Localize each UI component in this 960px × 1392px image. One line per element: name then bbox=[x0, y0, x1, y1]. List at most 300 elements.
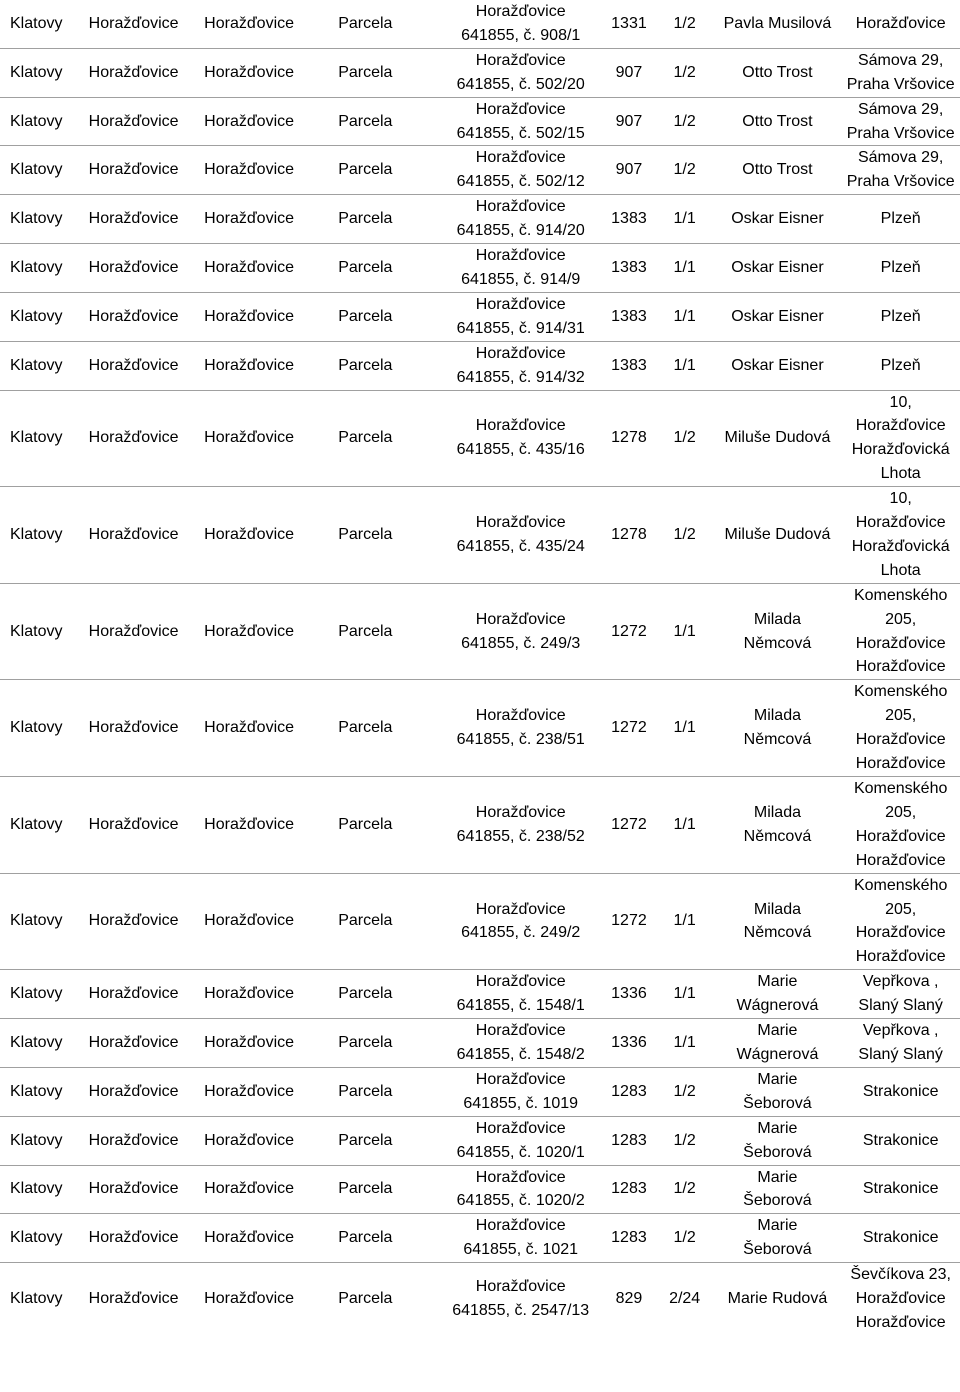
parcel-line: 641855, č. 914/31 bbox=[456, 319, 585, 337]
district-cell: Klatovy bbox=[0, 873, 89, 970]
municipality-cell: Horažďovice bbox=[88, 1290, 179, 1308]
type-cell: Parcela bbox=[338, 195, 439, 244]
type-cell: Parcela bbox=[338, 1019, 439, 1068]
address-line: Komenského bbox=[853, 586, 948, 604]
parcel-line: 641855, č. 238/52 bbox=[456, 827, 585, 845]
municipality-cell: Horažďovice bbox=[89, 1165, 204, 1214]
parcel-cell bbox=[439, 1116, 602, 1165]
address-line: Horažďovice bbox=[855, 827, 946, 845]
owner-line: Milada bbox=[753, 803, 801, 821]
address-line: Plzeň bbox=[880, 307, 921, 325]
share-cell: 1/1 bbox=[656, 1019, 714, 1068]
parcel-cell bbox=[439, 583, 602, 680]
type-cell: Parcela bbox=[338, 244, 439, 293]
owner-line: Marie bbox=[757, 1070, 798, 1088]
cadastral-area-cell: Horažďovice bbox=[204, 1067, 338, 1116]
municipality-cell: Horažďovice bbox=[89, 777, 204, 874]
parcel-cell bbox=[439, 195, 602, 244]
address-cell bbox=[841, 292, 960, 341]
type-cell: Parcela bbox=[338, 292, 439, 341]
parcel-line: Horažďovice bbox=[475, 610, 566, 628]
address-line: Horažďovice bbox=[855, 514, 946, 532]
owner-cell bbox=[714, 873, 842, 970]
type-cell: Parcela bbox=[338, 341, 439, 390]
address-line: 205, bbox=[885, 610, 917, 628]
address-line: Ševčíkova 23, bbox=[850, 1266, 951, 1284]
parcel-cell bbox=[439, 1263, 602, 1335]
parcel-line: 641855, č. 1020/1 bbox=[456, 1143, 585, 1161]
municipality-cell: Horažďovice bbox=[89, 0, 204, 48]
address-line: Horažďovice bbox=[855, 924, 946, 942]
lv-cell: 1278 bbox=[602, 390, 656, 487]
parcel-line: Horažďovice bbox=[475, 1168, 566, 1186]
address-line: Slaný Slaný bbox=[858, 1045, 943, 1063]
share-cell: 1/2 bbox=[656, 1116, 714, 1165]
cadastral-area-cell: Horažďovice bbox=[204, 146, 338, 195]
municipality-cell: Horažďovice bbox=[89, 341, 204, 390]
address-cell bbox=[841, 244, 960, 293]
owner-line: Wágnerová bbox=[736, 1045, 819, 1063]
cadastral-area-cell: Horažďovice bbox=[204, 1214, 338, 1263]
cadastral-area-cell: Horažďovice bbox=[204, 195, 338, 244]
address-line: Sámova 29, bbox=[857, 100, 944, 118]
address-line: Horažďovice bbox=[855, 948, 946, 966]
address-cell bbox=[841, 583, 960, 680]
address-line: Slaný Slaný bbox=[858, 997, 943, 1015]
municipality-cell: Horažďovice bbox=[89, 244, 204, 293]
parcel-cell bbox=[439, 146, 602, 195]
address-line: Horažďovice bbox=[855, 851, 946, 869]
address-line: Strakonice bbox=[862, 1229, 939, 1247]
parcel-line: 641855, č. 502/12 bbox=[456, 173, 585, 191]
parcel-cell bbox=[439, 341, 602, 390]
municipality-cell: Horažďovice bbox=[89, 195, 204, 244]
parcel-cell bbox=[439, 873, 602, 970]
address-line: Horažďovická bbox=[851, 441, 950, 459]
address-cell bbox=[841, 1116, 960, 1165]
address-cell bbox=[841, 777, 960, 874]
address-cell bbox=[841, 680, 960, 777]
parcel-line: Horažďovice bbox=[475, 3, 566, 20]
cadastral-area-cell: Horažďovice bbox=[204, 1116, 338, 1165]
table-row bbox=[0, 487, 960, 584]
lv-cell: 1283 bbox=[602, 1165, 656, 1214]
owner-line: Miluše Dudová bbox=[724, 525, 831, 543]
district-cell: Klatovy bbox=[0, 1116, 89, 1165]
parcel-line: Horažďovice bbox=[475, 1278, 566, 1296]
owner-line: Milada bbox=[753, 610, 801, 628]
district-cell: Klatovy bbox=[0, 680, 89, 777]
owner-line: Šeborová bbox=[743, 1192, 812, 1210]
parcel-cell bbox=[439, 777, 602, 874]
owner-line: Oskar Eisner bbox=[731, 210, 824, 228]
address-line: Horažďovice bbox=[855, 755, 946, 773]
parcel-cell bbox=[439, 1067, 602, 1116]
share-cell: 1/1 bbox=[656, 583, 714, 680]
district-cell: Klatovy bbox=[0, 1019, 89, 1068]
address-line: Plzeň bbox=[880, 356, 921, 374]
address-line: Strakonice bbox=[862, 1131, 939, 1149]
table-row bbox=[0, 0, 960, 48]
parcel-line: 641855, č. 908/1 bbox=[461, 26, 581, 44]
table-row bbox=[0, 970, 960, 1019]
address-cell bbox=[841, 1067, 960, 1116]
parcel-cell bbox=[439, 1214, 602, 1263]
owner-cell bbox=[714, 390, 842, 487]
owner-line: Šeborová bbox=[743, 1241, 812, 1259]
lv-cell: 1336 bbox=[602, 970, 656, 1019]
district-cell: Klatovy bbox=[0, 146, 89, 195]
parcel-line: 641855, č. 238/51 bbox=[456, 731, 585, 749]
type-cell: Parcela bbox=[338, 487, 439, 584]
parcel-cell bbox=[439, 0, 602, 48]
owner-cell bbox=[714, 1067, 842, 1116]
municipality-cell: Horažďovice bbox=[89, 583, 204, 680]
address-line: Komenského bbox=[853, 683, 948, 701]
owner-cell bbox=[714, 244, 842, 293]
table-row bbox=[0, 97, 960, 146]
address-cell bbox=[841, 1214, 960, 1263]
parcel-cell bbox=[439, 1019, 602, 1068]
owner-line: Němcová bbox=[743, 731, 812, 749]
parcel-line: 641855, č. 914/32 bbox=[456, 368, 585, 386]
parcel-cell bbox=[439, 48, 602, 97]
district-cell: Klatovy bbox=[0, 390, 89, 487]
parcel-line: 641855, č. 502/20 bbox=[456, 75, 585, 93]
type-cell: Parcela bbox=[338, 1165, 439, 1214]
parcel-line: 641855, č. 914/20 bbox=[456, 222, 585, 240]
address-line: Horažďovice bbox=[855, 1313, 946, 1331]
parcel-line: 641855, č. 1019 bbox=[463, 1094, 579, 1112]
address-line: Horažďovice bbox=[855, 634, 946, 652]
share-cell: 1/1 bbox=[656, 680, 714, 777]
owner-line: Marie bbox=[757, 1217, 798, 1235]
parcel-line: Horažďovice bbox=[475, 707, 566, 725]
table-row bbox=[0, 341, 960, 390]
address-line: Praha Vršovice bbox=[846, 173, 955, 191]
cadastral-area-cell: Horažďovice bbox=[204, 0, 338, 48]
owner-line: Wágnerová bbox=[736, 997, 819, 1015]
parcel-line: Horažďovice bbox=[475, 247, 566, 265]
cadastral-area-cell: Horažďovice bbox=[204, 970, 338, 1019]
lv-cell: 1383 bbox=[602, 244, 656, 293]
type-cell: Parcela bbox=[338, 1116, 439, 1165]
parcel-line: Horažďovice bbox=[475, 514, 566, 532]
parcel-line: 641855, č. 249/3 bbox=[461, 634, 581, 652]
lv-cell: 1336 bbox=[602, 1019, 656, 1068]
type-cell: Parcela bbox=[338, 146, 439, 195]
owner-line: Miluše Dudová bbox=[724, 429, 831, 447]
parcel-line: 641855, č. 435/24 bbox=[456, 537, 585, 555]
owner-line: Marie bbox=[757, 1168, 798, 1186]
table-row bbox=[0, 1116, 960, 1165]
owner-line: Marie Rudová bbox=[727, 1290, 828, 1308]
address-line: 10, bbox=[889, 490, 912, 508]
share-cell: 1/1 bbox=[656, 873, 714, 970]
table-row bbox=[0, 583, 960, 680]
parcel-line: Horažďovice bbox=[475, 1022, 566, 1040]
address-line: Strakonice bbox=[862, 1082, 939, 1100]
address-line: Horažďovická bbox=[851, 537, 950, 555]
address-cell bbox=[841, 1165, 960, 1214]
table-row bbox=[0, 777, 960, 874]
owner-cell bbox=[714, 583, 842, 680]
type-cell: Parcela bbox=[338, 0, 439, 48]
address-line: Praha Vršovice bbox=[846, 75, 955, 93]
owner-cell bbox=[714, 0, 842, 48]
parcel-line: 641855, č. 1021 bbox=[463, 1241, 579, 1259]
cadastral-area-cell: Horažďovice bbox=[204, 48, 338, 97]
cadastral-area-cell: Horažďovice bbox=[204, 244, 338, 293]
district-cell: Klatovy bbox=[0, 244, 89, 293]
table-row bbox=[0, 1214, 960, 1263]
share-cell: 1/2 bbox=[656, 1067, 714, 1116]
parcel-line: Horažďovice bbox=[475, 973, 566, 991]
type-cell: Parcela bbox=[338, 1067, 439, 1116]
address-line: Strakonice bbox=[862, 1180, 939, 1198]
parcel-cell bbox=[439, 390, 602, 487]
type-cell: Parcela bbox=[338, 390, 439, 487]
type-cell: Parcela bbox=[338, 97, 439, 146]
cadastral-area-cell: Horažďovice bbox=[204, 583, 338, 680]
share-cell: 1/1 bbox=[656, 970, 714, 1019]
address-line: 205, bbox=[885, 803, 917, 821]
share-cell: 1/2 bbox=[656, 146, 714, 195]
cadastral-area-cell: Horažďovice bbox=[204, 1019, 338, 1068]
owner-line: Oskar Eisner bbox=[731, 259, 824, 277]
address-cell bbox=[841, 341, 960, 390]
address-cell bbox=[841, 195, 960, 244]
parcel-line: 641855, č. 1548/1 bbox=[456, 997, 585, 1015]
cadastral-area-cell: Horažďovice bbox=[204, 680, 338, 777]
parcel-line: Horažďovice bbox=[475, 51, 566, 69]
lv-cell: 1283 bbox=[602, 1116, 656, 1165]
parcel-line: 641855, č. 1020/2 bbox=[456, 1192, 585, 1210]
address-line: 10, bbox=[889, 393, 912, 411]
district-cell: Klatovy bbox=[0, 0, 89, 48]
parcel-line: Horažďovice bbox=[475, 417, 566, 435]
share-cell: 1/2 bbox=[656, 0, 714, 48]
district-cell: Klatovy bbox=[0, 970, 89, 1019]
owner-line: Otto Trost bbox=[742, 112, 813, 130]
parcel-line: Horažďovice bbox=[475, 803, 566, 821]
share-cell: 1/2 bbox=[656, 1165, 714, 1214]
address-line: Horažďovice bbox=[855, 1290, 946, 1308]
municipality-cell: Horažďovice bbox=[89, 1116, 204, 1165]
cadastral-area-cell: Horažďovice bbox=[204, 390, 338, 487]
cadastral-area-cell: Horažďovice bbox=[204, 777, 338, 874]
parcel-line: Horažďovice bbox=[475, 1070, 566, 1088]
parcel-line: Horažďovice bbox=[475, 900, 566, 918]
address-line: 205, bbox=[885, 707, 917, 725]
municipality-cell: Horažďovice bbox=[89, 1214, 204, 1263]
cadastral-area-cell: Horažďovice bbox=[204, 292, 338, 341]
parcel-cell bbox=[439, 487, 602, 584]
table-row bbox=[0, 1263, 960, 1335]
table-row bbox=[0, 680, 960, 777]
address-cell bbox=[841, 1019, 960, 1068]
address-cell bbox=[841, 873, 960, 970]
parcel-line: Horažďovice bbox=[475, 1217, 566, 1235]
owner-cell bbox=[714, 341, 842, 390]
share-cell: 1/2 bbox=[656, 390, 714, 487]
owner-line: Otto Trost bbox=[742, 63, 813, 81]
district-cell: Klatovy bbox=[0, 97, 89, 146]
lv-cell: 1278 bbox=[602, 487, 656, 584]
table-row bbox=[0, 1067, 960, 1116]
owner-cell bbox=[714, 1263, 842, 1335]
address-cell bbox=[841, 48, 960, 97]
type-cell: Parcela bbox=[338, 1214, 439, 1263]
address-line: Plzeň bbox=[880, 259, 921, 277]
lv-cell: 1283 bbox=[602, 1067, 656, 1116]
address-line: Sámova 29, bbox=[857, 149, 944, 167]
lv-cell: 1283 bbox=[602, 1214, 656, 1263]
owner-cell bbox=[714, 292, 842, 341]
address-line: Sámova 29, bbox=[857, 51, 944, 69]
municipality-cell: Horažďovice bbox=[89, 970, 204, 1019]
owner-cell bbox=[714, 1214, 842, 1263]
municipality-cell: Horažďovice bbox=[89, 48, 204, 97]
lv-cell: 907 bbox=[602, 97, 656, 146]
address-line: Horažďovice bbox=[855, 417, 946, 435]
parcel-line: 641855, č. 435/16 bbox=[456, 441, 585, 459]
owner-cell bbox=[714, 970, 842, 1019]
parcel-cell bbox=[439, 680, 602, 777]
address-line: Plzeň bbox=[880, 210, 921, 228]
owner-line: Němcová bbox=[743, 924, 812, 942]
address-line: Vepřkova , bbox=[862, 973, 939, 991]
address-line: Komenského bbox=[853, 780, 948, 797]
parcel-line: 641855, č. 249/2 bbox=[461, 924, 581, 942]
parcel-line: Horažďovice bbox=[475, 1119, 566, 1137]
municipality-cell: Horažďovice bbox=[89, 1067, 204, 1116]
share-cell: 2/24 bbox=[669, 1290, 701, 1308]
address-line: 205, bbox=[885, 900, 917, 918]
lv-cell: 1272 bbox=[602, 680, 656, 777]
address-line: Horažďovice bbox=[855, 14, 946, 32]
type-cell: Parcela bbox=[338, 1290, 393, 1308]
owner-line: Šeborová bbox=[743, 1094, 812, 1112]
district-cell: Klatovy bbox=[0, 777, 89, 874]
table-row bbox=[0, 1165, 960, 1214]
parcel-line: 641855, č. 502/15 bbox=[456, 124, 585, 142]
owner-line: Marie bbox=[757, 1119, 798, 1137]
cadastral-area-cell: Horažďovice bbox=[204, 97, 338, 146]
share-cell: 1/1 bbox=[656, 195, 714, 244]
table-row bbox=[0, 873, 960, 970]
table-row bbox=[0, 146, 960, 195]
parcel-line: 641855, č. 914/9 bbox=[461, 270, 581, 288]
district-cell: Klatovy bbox=[0, 1214, 89, 1263]
municipality-cell: Horažďovice bbox=[89, 292, 204, 341]
parcel-line: Horažďovice bbox=[475, 100, 566, 118]
owner-line: Marie bbox=[757, 973, 798, 991]
municipality-cell: Horažďovice bbox=[89, 97, 204, 146]
share-cell: 1/2 bbox=[656, 1214, 714, 1263]
owner-line: Marie bbox=[757, 1022, 798, 1040]
parcel-cell bbox=[439, 292, 602, 341]
share-cell: 1/1 bbox=[656, 777, 714, 874]
address-cell bbox=[841, 390, 960, 487]
type-cell: Parcela bbox=[338, 583, 439, 680]
address-cell bbox=[841, 487, 960, 584]
share-cell: 1/1 bbox=[656, 244, 714, 293]
municipality-cell: Horažďovice bbox=[89, 390, 204, 487]
owner-line: Milada bbox=[753, 707, 801, 725]
district-cell: Klatovy bbox=[0, 583, 89, 680]
municipality-cell: Horažďovice bbox=[89, 487, 204, 584]
owner-line: Pavla Musilová bbox=[723, 14, 832, 32]
cadastral-area-cell: Horažďovice bbox=[204, 873, 338, 970]
parcel-line: 641855, č. 1548/2 bbox=[456, 1045, 585, 1063]
type-cell: Parcela bbox=[338, 873, 439, 970]
parcel-line: Horažďovice bbox=[475, 198, 566, 216]
lv-cell: 1383 bbox=[602, 341, 656, 390]
lv-cell: 1331 bbox=[602, 0, 656, 48]
owner-cell bbox=[714, 195, 842, 244]
owner-cell bbox=[714, 48, 842, 97]
table-row bbox=[0, 195, 960, 244]
parcel-line: Horažďovice bbox=[475, 344, 566, 362]
address-line: Praha Vršovice bbox=[846, 124, 955, 142]
owner-line: Oskar Eisner bbox=[731, 356, 824, 374]
district-cell: Klatovy bbox=[0, 195, 89, 244]
type-cell: Parcela bbox=[338, 777, 439, 874]
district-cell: Klatovy bbox=[0, 487, 89, 584]
district-cell: Klatovy bbox=[10, 1290, 63, 1308]
table-row bbox=[0, 1019, 960, 1068]
owner-cell bbox=[714, 777, 842, 874]
owner-cell bbox=[714, 1019, 842, 1068]
lv-cell: 829 bbox=[615, 1290, 643, 1308]
cadastral-area-cell: Horažďovice bbox=[204, 341, 338, 390]
municipality-cell: Horažďovice bbox=[89, 1019, 204, 1068]
lv-cell: 907 bbox=[602, 48, 656, 97]
owner-line: Oskar Eisner bbox=[731, 307, 824, 325]
owner-cell bbox=[714, 1165, 842, 1214]
table-row bbox=[0, 390, 960, 487]
type-cell: Parcela bbox=[338, 48, 439, 97]
share-cell: 1/2 bbox=[656, 487, 714, 584]
owner-cell bbox=[714, 680, 842, 777]
parcel-line: Horažďovice bbox=[475, 295, 566, 313]
lv-cell: 1383 bbox=[602, 195, 656, 244]
share-cell: 1/1 bbox=[656, 292, 714, 341]
table-row bbox=[0, 244, 960, 293]
district-cell: Klatovy bbox=[0, 1165, 89, 1214]
owner-cell bbox=[714, 1116, 842, 1165]
owner-cell bbox=[714, 97, 842, 146]
municipality-cell: Horažďovice bbox=[89, 873, 204, 970]
address-line: Vepřkova , bbox=[862, 1022, 939, 1040]
share-cell: 1/2 bbox=[656, 48, 714, 97]
district-cell: Klatovy bbox=[0, 1067, 89, 1116]
address-cell bbox=[841, 97, 960, 146]
address-cell bbox=[841, 0, 960, 48]
address-line: Horažďovice bbox=[855, 731, 946, 749]
address-cell bbox=[841, 1263, 960, 1335]
owner-cell bbox=[714, 146, 842, 195]
municipality-cell: Horažďovice bbox=[89, 146, 204, 195]
owner-line: Otto Trost bbox=[742, 161, 813, 179]
district-cell: Klatovy bbox=[0, 292, 89, 341]
table-row bbox=[0, 48, 960, 97]
parcel-line: Horažďovice bbox=[475, 149, 566, 167]
owner-line: Milada bbox=[753, 900, 801, 918]
type-cell: Parcela bbox=[338, 680, 439, 777]
owner-line: Němcová bbox=[743, 634, 812, 652]
